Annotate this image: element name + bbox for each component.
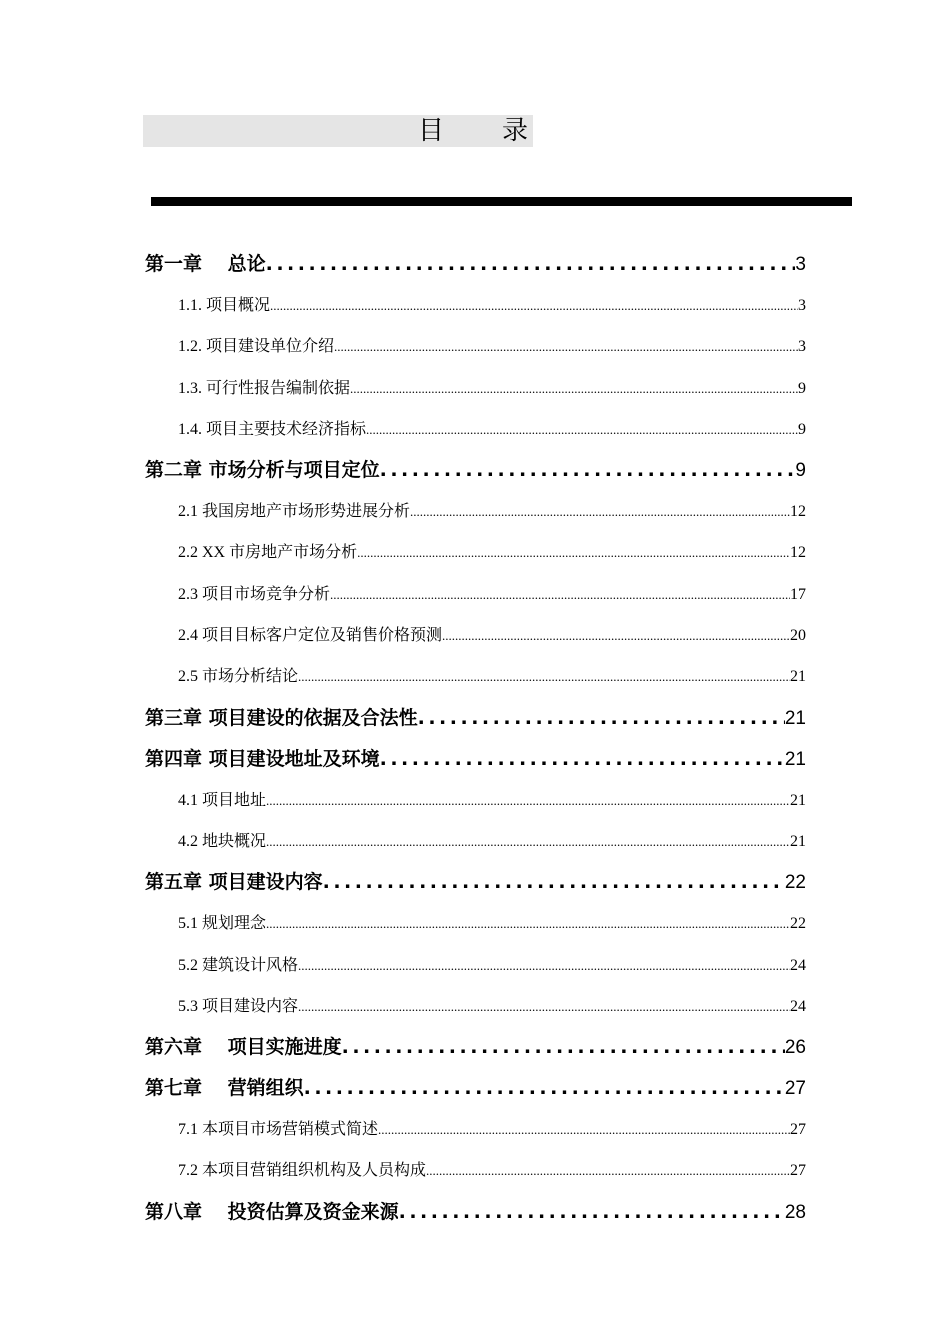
toc-entry-page: 20	[790, 627, 806, 645]
toc-entry[interactable]	[145, 615, 806, 656]
toc-leader	[410, 491, 790, 532]
toc-leader	[380, 739, 785, 780]
table-of-contents	[145, 244, 806, 1233]
toc-leader	[334, 326, 798, 367]
toc-entry-label: 2.5 市场分析结论	[178, 668, 299, 686]
toc-leader	[330, 574, 790, 615]
toc-entry-label: 第三章 项目建设的依据及合法性	[145, 706, 418, 729]
toc-entry[interactable]	[145, 409, 806, 450]
toc-entry-label: 2.2 XX 市房地产市场分析	[178, 544, 358, 562]
toc-entry[interactable]	[145, 1027, 806, 1068]
toc-leader	[266, 244, 796, 285]
toc-entry[interactable]	[145, 574, 806, 615]
toc-entry-page: 21	[790, 791, 806, 809]
toc-entry[interactable]	[145, 1068, 806, 1109]
toc-entry[interactable]	[145, 821, 806, 862]
toc-entry-page: 21	[784, 707, 806, 729]
toc-entry-page: 26	[784, 1037, 806, 1059]
toc-entry-label: 1.2. 项目建设单位介绍	[178, 338, 335, 356]
toc-entry-label: 第八章 投资估算及资金来源	[145, 1200, 399, 1223]
toc-leader	[399, 1192, 785, 1233]
toc-leader	[323, 862, 785, 903]
toc-entry[interactable]	[145, 862, 806, 903]
toc-leader	[442, 615, 790, 656]
page-title: 目录	[418, 116, 587, 146]
toc-leader	[378, 1109, 790, 1150]
toc-leader	[418, 698, 785, 739]
toc-entry[interactable]	[145, 368, 806, 409]
toc-entry-page: 12	[790, 503, 806, 521]
toc-leader	[298, 986, 790, 1027]
toc-entry-page: 3	[798, 297, 806, 314]
toc-entry-page: 27	[784, 1078, 806, 1100]
toc-entry[interactable]	[145, 1109, 806, 1150]
toc-entry-page: 27	[790, 1121, 806, 1139]
toc-entry[interactable]	[145, 903, 806, 944]
toc-entry[interactable]	[145, 945, 806, 986]
toc-entry[interactable]	[145, 739, 806, 780]
toc-entry-page: 3	[798, 338, 806, 356]
toc-leader	[342, 1027, 785, 1068]
toc-entry-page: 27	[790, 1162, 806, 1180]
toc-leader	[298, 656, 790, 697]
toc-leader	[266, 821, 790, 862]
toc-entry[interactable]	[145, 698, 806, 739]
toc-leader	[270, 285, 798, 326]
toc-entry-label: 5.2 建筑设计风格	[178, 956, 299, 974]
toc-entry-label: 4.2 地块概况	[178, 832, 267, 850]
toc-entry-label: 第六章 项目实施进度	[145, 1036, 342, 1059]
toc-entry[interactable]	[145, 450, 806, 491]
toc-entry-page: 21	[784, 748, 806, 770]
toc-entry[interactable]	[145, 1192, 806, 1233]
toc-entry-page: 22	[790, 915, 806, 933]
toc-leader	[350, 368, 798, 409]
toc-entry-label: 第四章 项目建设地址及环境	[145, 747, 380, 770]
toc-entry-label: 第一章 总论	[145, 253, 266, 275]
toc-entry[interactable]	[145, 326, 806, 367]
toc-entry-label: 1.3. 可行性报告编制依据	[178, 379, 351, 397]
toc-entry-page: 24	[790, 956, 806, 974]
toc-leader	[298, 945, 790, 986]
toc-leader	[366, 409, 798, 450]
toc-entry-page: 9	[798, 420, 806, 438]
title-divider	[151, 197, 852, 206]
toc-entry-page: 17	[790, 585, 806, 603]
toc-entry-page: 22	[784, 872, 806, 894]
toc-entry-label: 5.1 规划理念	[178, 915, 267, 933]
toc-entry-label: 2.4 项目目标客户定位及销售价格预测	[178, 627, 443, 645]
toc-entry[interactable]	[145, 656, 806, 697]
toc-entry-page: 28	[784, 1201, 806, 1223]
toc-entry-page: 9	[795, 460, 806, 482]
toc-entry[interactable]	[145, 780, 806, 821]
toc-entry-label: 第二章 市场分析与项目定位	[145, 459, 380, 482]
toc-entry-page: 24	[790, 997, 806, 1015]
toc-leader	[266, 903, 790, 944]
toc-entry-page: 3	[795, 254, 806, 275]
toc-leader	[304, 1068, 785, 1109]
toc-entry[interactable]	[145, 986, 806, 1027]
toc-leader	[266, 780, 790, 821]
toc-entry-label: 1.1. 项目概况	[178, 297, 271, 314]
toc-entry-label: 7.1 本项目市场营销模式简述	[178, 1121, 379, 1139]
toc-entry-label: 4.1 项目地址	[178, 791, 267, 809]
toc-entry-page: 21	[790, 668, 806, 686]
toc-entry[interactable]	[145, 1150, 806, 1191]
toc-entry-label: 1.4. 项目主要技术经济指标	[178, 420, 367, 438]
toc-entry-label: 7.2 本项目营销组织机构及人员构成	[178, 1162, 427, 1180]
toc-entry[interactable]	[145, 285, 806, 326]
toc-entry[interactable]	[145, 491, 806, 532]
toc-leader	[380, 450, 796, 491]
toc-leader	[426, 1150, 790, 1191]
toc-entry-label: 5.3 项目建设内容	[178, 997, 299, 1015]
toc-entry-label: 第七章 营销组织	[145, 1077, 304, 1100]
toc-entry-page: 9	[798, 379, 806, 397]
toc-entry[interactable]	[145, 532, 806, 573]
toc-entry-label: 2.1 我国房地产市场形势进展分析	[178, 503, 411, 521]
toc-entry-label: 2.3 项目市场竞争分析	[178, 585, 331, 603]
toc-entry-page: 12	[790, 544, 806, 562]
toc-leader	[357, 532, 790, 573]
toc-entry-page: 21	[790, 832, 806, 850]
toc-entry[interactable]	[145, 244, 806, 285]
toc-entry-label: 第五章 项目建设内容	[145, 871, 323, 894]
